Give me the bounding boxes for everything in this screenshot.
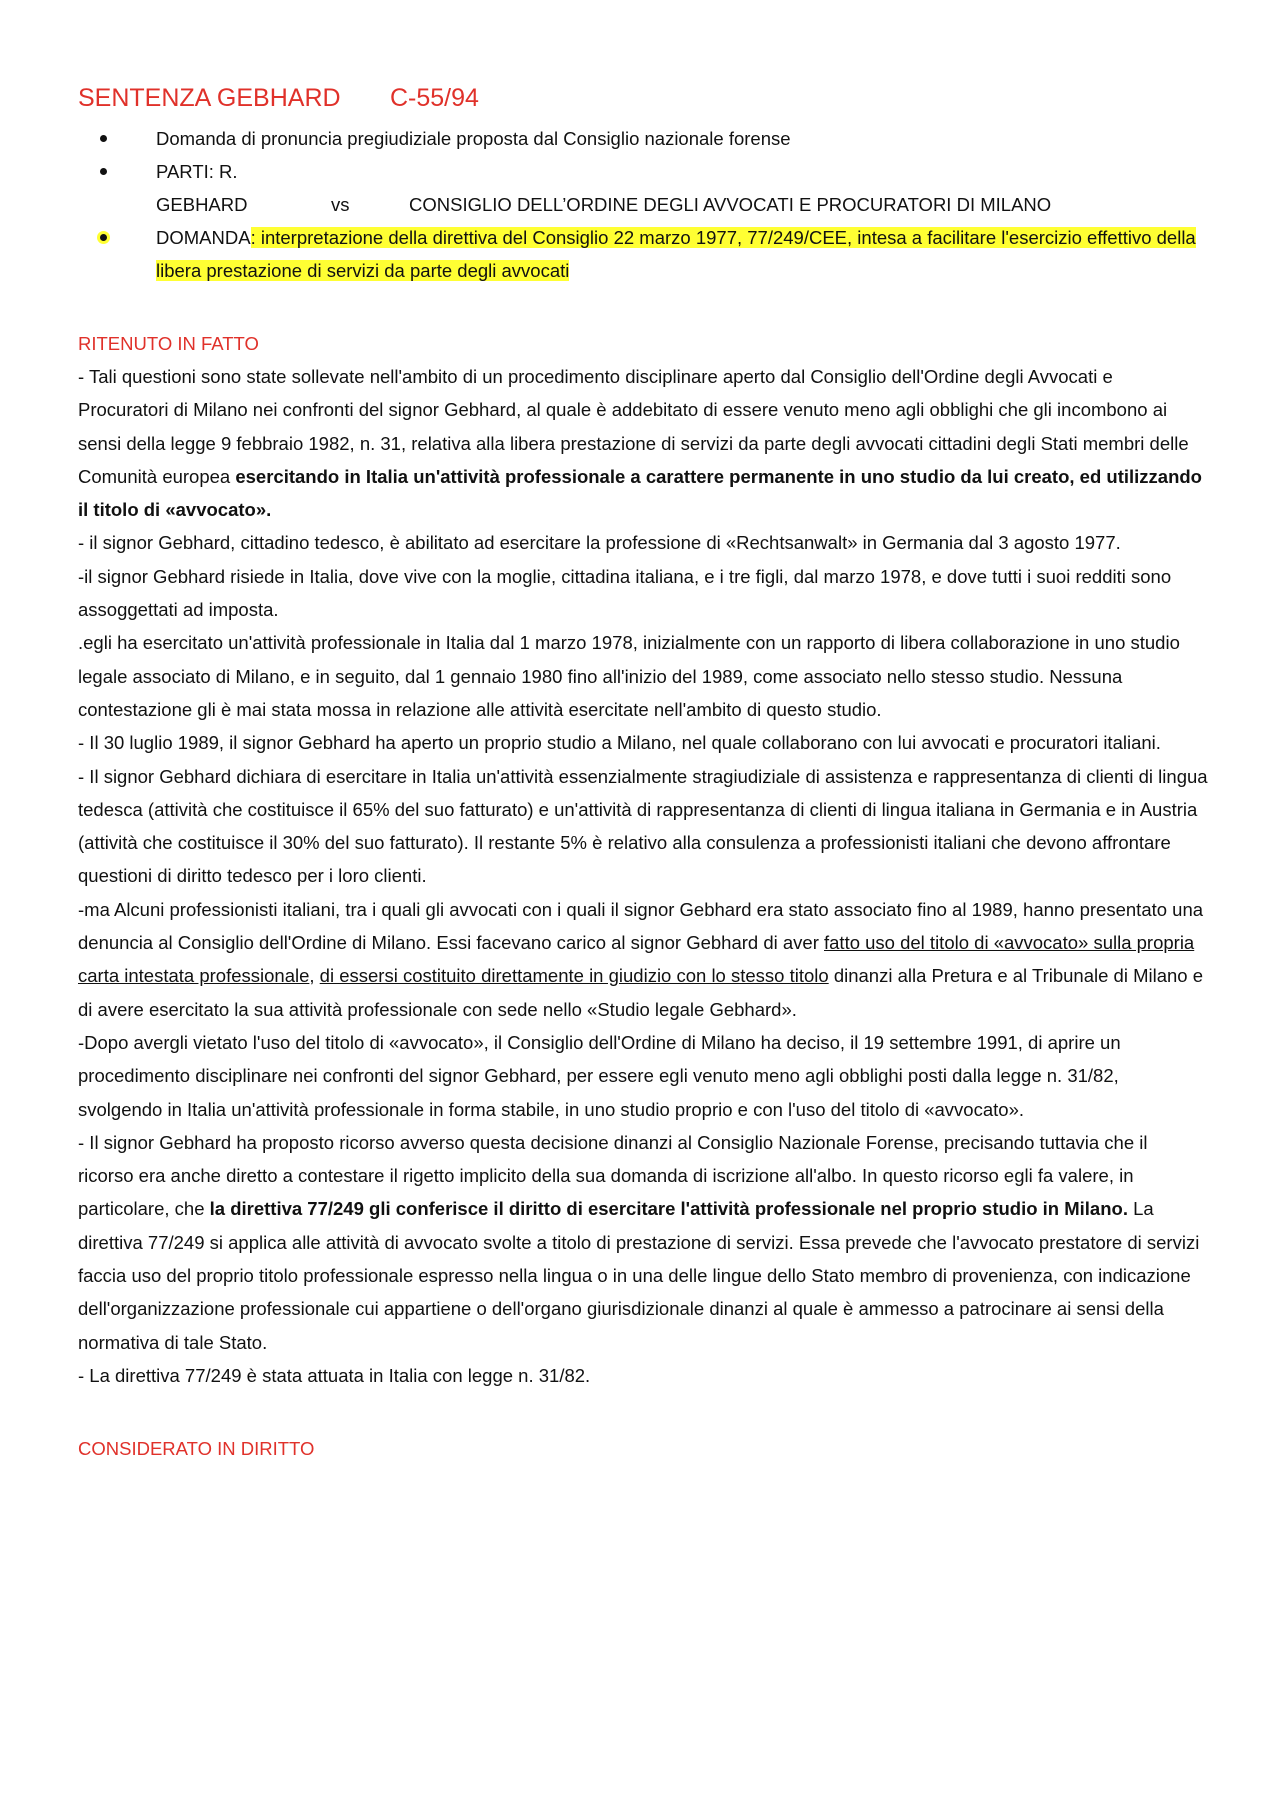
case-summary-list xyxy=(78,122,1208,287)
document-title xyxy=(78,80,1208,116)
request-description: Domanda di pronuncia pregiudiziale proposta dal Consiglio nazionale forense xyxy=(156,128,791,149)
list-item xyxy=(78,221,1208,287)
paragraph xyxy=(78,360,1208,526)
parties-label: PARTI: R. GEBHARD xyxy=(156,161,248,215)
paragraph: .egli ha esercitato un'attività professionale in Italia dal 1 marzo 1978, inizialmente con un rapporto di libera collaborazione in uno studio legale associato di Milano, e in seguito, dal 1 gennaio 1980 fino all'inizio del 1989, come associato nello stesso studio. Nessuna contestazione gli è mai stata mossa in relazione alle attività esercitate nell'ambito di questo studio. xyxy=(78,632,1180,720)
section-heading-diritto: CONSIDERATO IN DIRITTO xyxy=(78,1438,315,1460)
paragraph-text: - Il signor Gebhard ha proposto ricorso avverso questa decisione dinanzi al Consiglio Nazionale Forense, precisando tuttavia che il ricorso era anche diretto a contestare il rigetto implicito della sua domanda di iscrizione all'albo. In questo ricorso egli fa valere, in particolare, che xyxy=(78,1131,1148,1220)
case-title: SENTENZA GEBHARD xyxy=(78,84,341,112)
paragraph-text: -ma Alcuni professionisti italiani, tra i quali gli avvocati con i quali il signor Gebhard era stato associato fino al 1989, hanno presentato una denuncia al Consiglio dell'Ordine di Milano. Essi facevano carico al signor Gebhard di aver xyxy=(78,898,1204,954)
paragraph xyxy=(78,1126,1208,1359)
paragraph: - Il signor Gebhard dichiara di esercitare in Italia un'attività essenzialmente stragiudiziale di assistenza e rappresentanza di clienti di lingua tedesca (attività che costituisce il 65% del suo fatturato) e un'attività di rappresentanza di clienti di lingua italiana in Germania e in Austria (attività che costituisce il 30% del suo fatturato). Il restante 5% è relativo alla consulenza a professionisti italiani che devono affrontare questioni di diritto tedesco per i loro clienti. xyxy=(78,765,1208,887)
paragraph: - Il 30 luglio 1989, il signor Gebhard ha aperto un proprio studio a Milano, nel quale collaborano con lui avvocati e procuratori italiani. xyxy=(78,732,1161,754)
paragraph-bold-text: la direttiva 77/249 gli conferisce il diritto di esercitare l'attività professionale nel proprio studio in Milano. xyxy=(209,1198,1128,1220)
versus-label: vs xyxy=(331,194,350,215)
paragraph xyxy=(78,893,1208,1026)
paragraph: - il signor Gebhard, cittadino tedesco, è abilitato ad esercitare la professione di «Rechtsanwalt» in Germania dal 3 agosto 1977. xyxy=(78,532,1121,554)
paragraph-text: - Tali questioni sono state sollevate nell'ambito di un procedimento disciplinare aperto dal Consiglio dell'Ordine degli Avvocati e Procuratori di Milano nei confronti del signor Gebhard, al quale è addebitato di essere venuto meno agli obblighi che gli incombono ai sensi della legge 9 febbraio 1982, n. 31, relativa alla libera prestazione di servizi da parte degli avvocati cittadini degli Stati membri delle Comunità europea xyxy=(78,366,1189,487)
underlined-text: di essersi costituito direttamente in giudizio con lo stesso titolo xyxy=(319,965,829,987)
section-heading-fatto: RITENUTO IN FATTO xyxy=(78,333,259,354)
paragraph: -il signor Gebhard risiede in Italia, dove vive con la moglie, cittadina italiana, e i tre figli, dal marzo 1978, e dove tutti i suoi redditi sono assoggettati ad imposta. xyxy=(78,565,1172,621)
list-item xyxy=(78,155,1208,221)
case-number: C-55/94 xyxy=(390,84,479,112)
paragraph-text: , xyxy=(309,965,320,987)
opposing-party: CONSIGLIO DELL’ORDINE DEGLI AVVOCATI E PROCURATORI DI MILANO xyxy=(409,194,1052,215)
paragraph: - La direttiva 77/249 è stata attuata in Italia con legge n. 31/82. xyxy=(78,1364,591,1386)
paragraph: -Dopo avergli vietato l'uso del titolo di «avvocato», il Consiglio dell'Ordine di Milano ha deciso, il 19 settembre 1991, di aprire un procedimento disciplinare nei confronti del signor Gebhard, per essere egli venuto meno agli obblighi posti dalla legge n. 31/82, svolgendo in Italia un'attività professionale in forma stabile, in uno studio proprio e con l'uso del titolo di «avvocato». xyxy=(78,1031,1121,1120)
facts-body xyxy=(78,360,1208,1392)
document-page xyxy=(78,80,1208,1465)
paragraph-text: La direttiva 77/249 si applica alle attività di avvocato svolte a titolo di prestazione di servizi. Essa prevede che l'avvocato prestatore di servizi faccia uso del proprio titolo professionale espresso nella lingua o in una delle lingue dello Stato membro di provenienza, con indicazione dell'organizzazione professionale cui appartiene o dell'organo giurisdizionale dinanzi al quale è ammesso a patrocinare ai sensi della normativa di tale Stato. xyxy=(78,1198,1200,1353)
list-item xyxy=(78,122,1208,155)
paragraph-bold-text: esercitando in Italia un'attività professionale a carattere permanente in uno studio da lui creato, ed utilizzando il titolo di «avvocato». xyxy=(78,465,1202,521)
underlined-text: fatto uso del titolo di «avvocato» sulla propria carta intestata professionale xyxy=(78,932,1195,987)
question-label: DOMANDA xyxy=(156,227,251,248)
question-text-highlighted: : interpretazione della direttiva del Consiglio 22 marzo 1977, 77/249/CEE, intesa a facilitare l'esercizio effettivo della libera prestazione di servizi da parte degli avvocati xyxy=(156,227,1196,281)
paragraph-text: dinanzi alla Pretura e al Tribunale di Milano e di avere esercitato la sua attività professionale con sede nello «Studio legale Gebhard». xyxy=(78,965,1204,1020)
